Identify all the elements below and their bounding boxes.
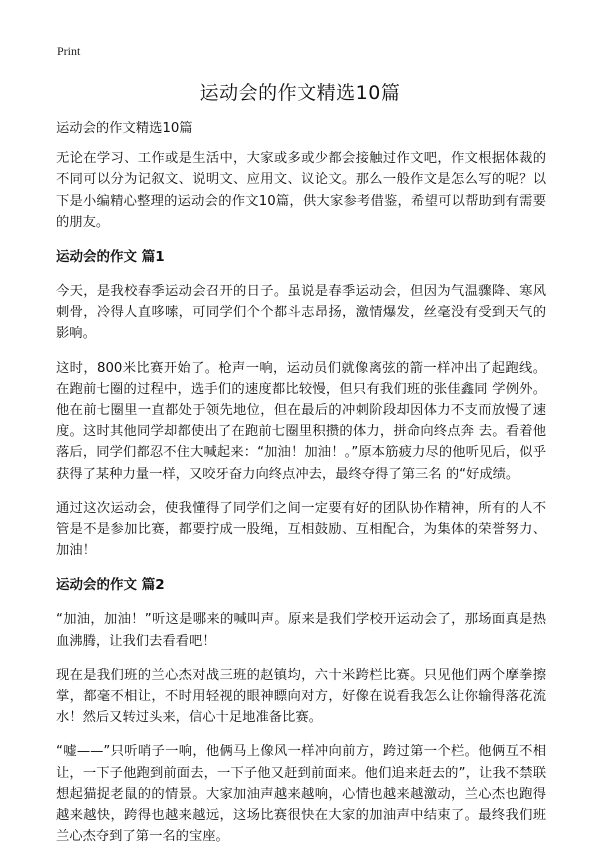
print-link[interactable]: Print [57,44,81,58]
paragraph: 现在是我们班的兰心杰对战三班的赵镇均，六十米跨栏比赛。只见他们两个摩拳擦掌，都毫不相让，不时用轻视的眼神瞟向对方，好像在说看我怎么让你输得落花流水！然后又转过头来，信心十足地准备比赛。 [56,667,546,726]
paragraph: 这时，800米比赛开始了。枪声一响，运动员们就像离弦的箭一样冲出了起跑线。在跑前七圈的过程中，选手们的速度都比较慢，但只有我们班的张佳鑫同 学例外。他在前七圈里一直都处于领先地位，但在最后的冲刺阶段却因体力不支而放慢了速度。这时其他同学却都使出了在跑前七圈里积攒的体力，拼命向终点奔 去。看着他落后，同学们都忍不住大喊起来：“加油！加油！。”原本筋疲力尽的他听见后，似乎获得了某种力量一样，又咬牙奋力向终点冲去，最终夺得了第三名 的“好成绩。 [56,360,546,482]
section-1-heading: 运动会的作文 篇1 [56,249,165,266]
section-2-heading: 运动会的作文 篇2 [56,577,165,594]
paragraph: “加油，加油！”听这是哪来的喊叫声。原来是我们学校开运动会了，那场面真是热血沸腾，让我们去看看吧！ [56,612,546,649]
paragraph: 今天，是我校春季运动会召开的日子。虽说是春季运动会，但因为气温骤降、寒风刺骨，冷得人直哆嗦，可同学们个个都斗志昂扬，激情爆发，丝毫没有受到天气的影响。 [56,284,546,342]
paragraph: “嘘——”只听哨子一响，他俩马上像风一样冲向前方，跨过第一个栏。他俩互不相让，一下子他跑到前面去，一下子他又赶到前面来。他们追来赶去的”，让我不禁联想起猫捉老鼠的的情景。大家加油声越来越响，心情也越来越激动，兰心杰也跑得越来越快，跨得也越来越远，这场比赛很快在大家的加油声中结束了。最终我们班兰心杰夺到了第一名的宝座。 [56,744,546,845]
paragraph: 通过这次运动会，使我懂得了同学们之间一定要有好的团队协作精神，所有的人不管是不是参加比赛，都要拧成一股绳，互相鼓励、互相配合，为集体的荣誉努力、加油！ [56,500,546,559]
intro-paragraph: 无论在学习、工作或是生活中，大家或多或少都会接触过作文吧，作文根据体裁的不同可以分为记叙文、说明文、应用文、议论文。那么一般作文是怎么写的呢？以下是小编精心整理的运动会的作文10篇，供大家参考借鉴，希望可以帮助到有需要的朋友。 [56,151,546,230]
article-body [56,118,546,860]
article-subtitle: 运动会的作文精选10篇 [56,121,193,136]
page-title: 运动会的作文精选10篇 [199,82,401,104]
